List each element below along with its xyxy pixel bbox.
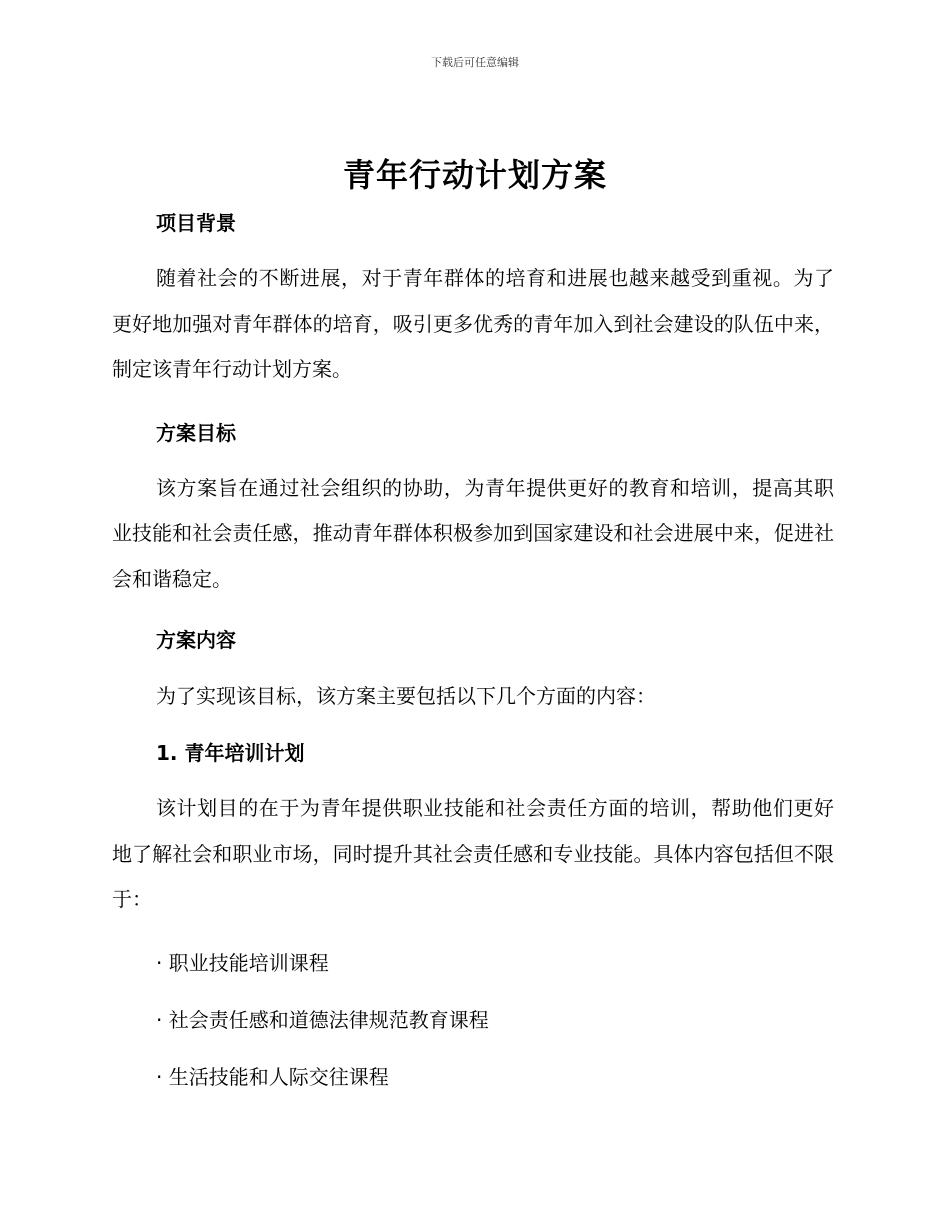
content-intro: 为了实现该目标，该方案主要包括以下几个方面的内容：	[156, 684, 656, 708]
section-heading-goal: 方案目标	[156, 420, 236, 445]
training-paragraph: 该计划目的在于为青年提供职业技能和社会责任方面的培训，帮助他们更好地了解社会和职业市场，同时提升其社会责任感和专业技能。具体内容包括但不限于：	[112, 796, 834, 911]
background-paragraph: 随着社会的不断进展，对于青年群体的培育和进展也越来越受到重视。为了更好地加强对青年群体的培育，吸引更多优秀的青年加入到社会建设的队伍中来，制定该青年行动计划方案。	[112, 266, 834, 381]
page-title: 青年行动计划方案	[342, 156, 607, 194]
list-item: · 社会责任感和道德法律规范教育课程	[156, 1007, 489, 1032]
section-heading-background: 项目背景	[156, 211, 236, 235]
document-body	[112, 205, 834, 1095]
header-note: 下载后可任意编辑	[431, 56, 519, 69]
subsection-heading-training: 1. 青年培训计划	[156, 741, 305, 765]
list-item: · 职业技能培训课程	[156, 950, 329, 975]
section-heading-content: 方案内容	[156, 628, 236, 652]
goal-paragraph: 该方案旨在通过社会组织的协助，为青年提供更好的教育和培训，提高其职业技能和社会责任感，推动青年群体积极参加到国家建设和社会进展中来，促进社会和谐稳定。	[112, 475, 834, 591]
list-item: · 生活技能和人际交往课程	[156, 1064, 389, 1089]
